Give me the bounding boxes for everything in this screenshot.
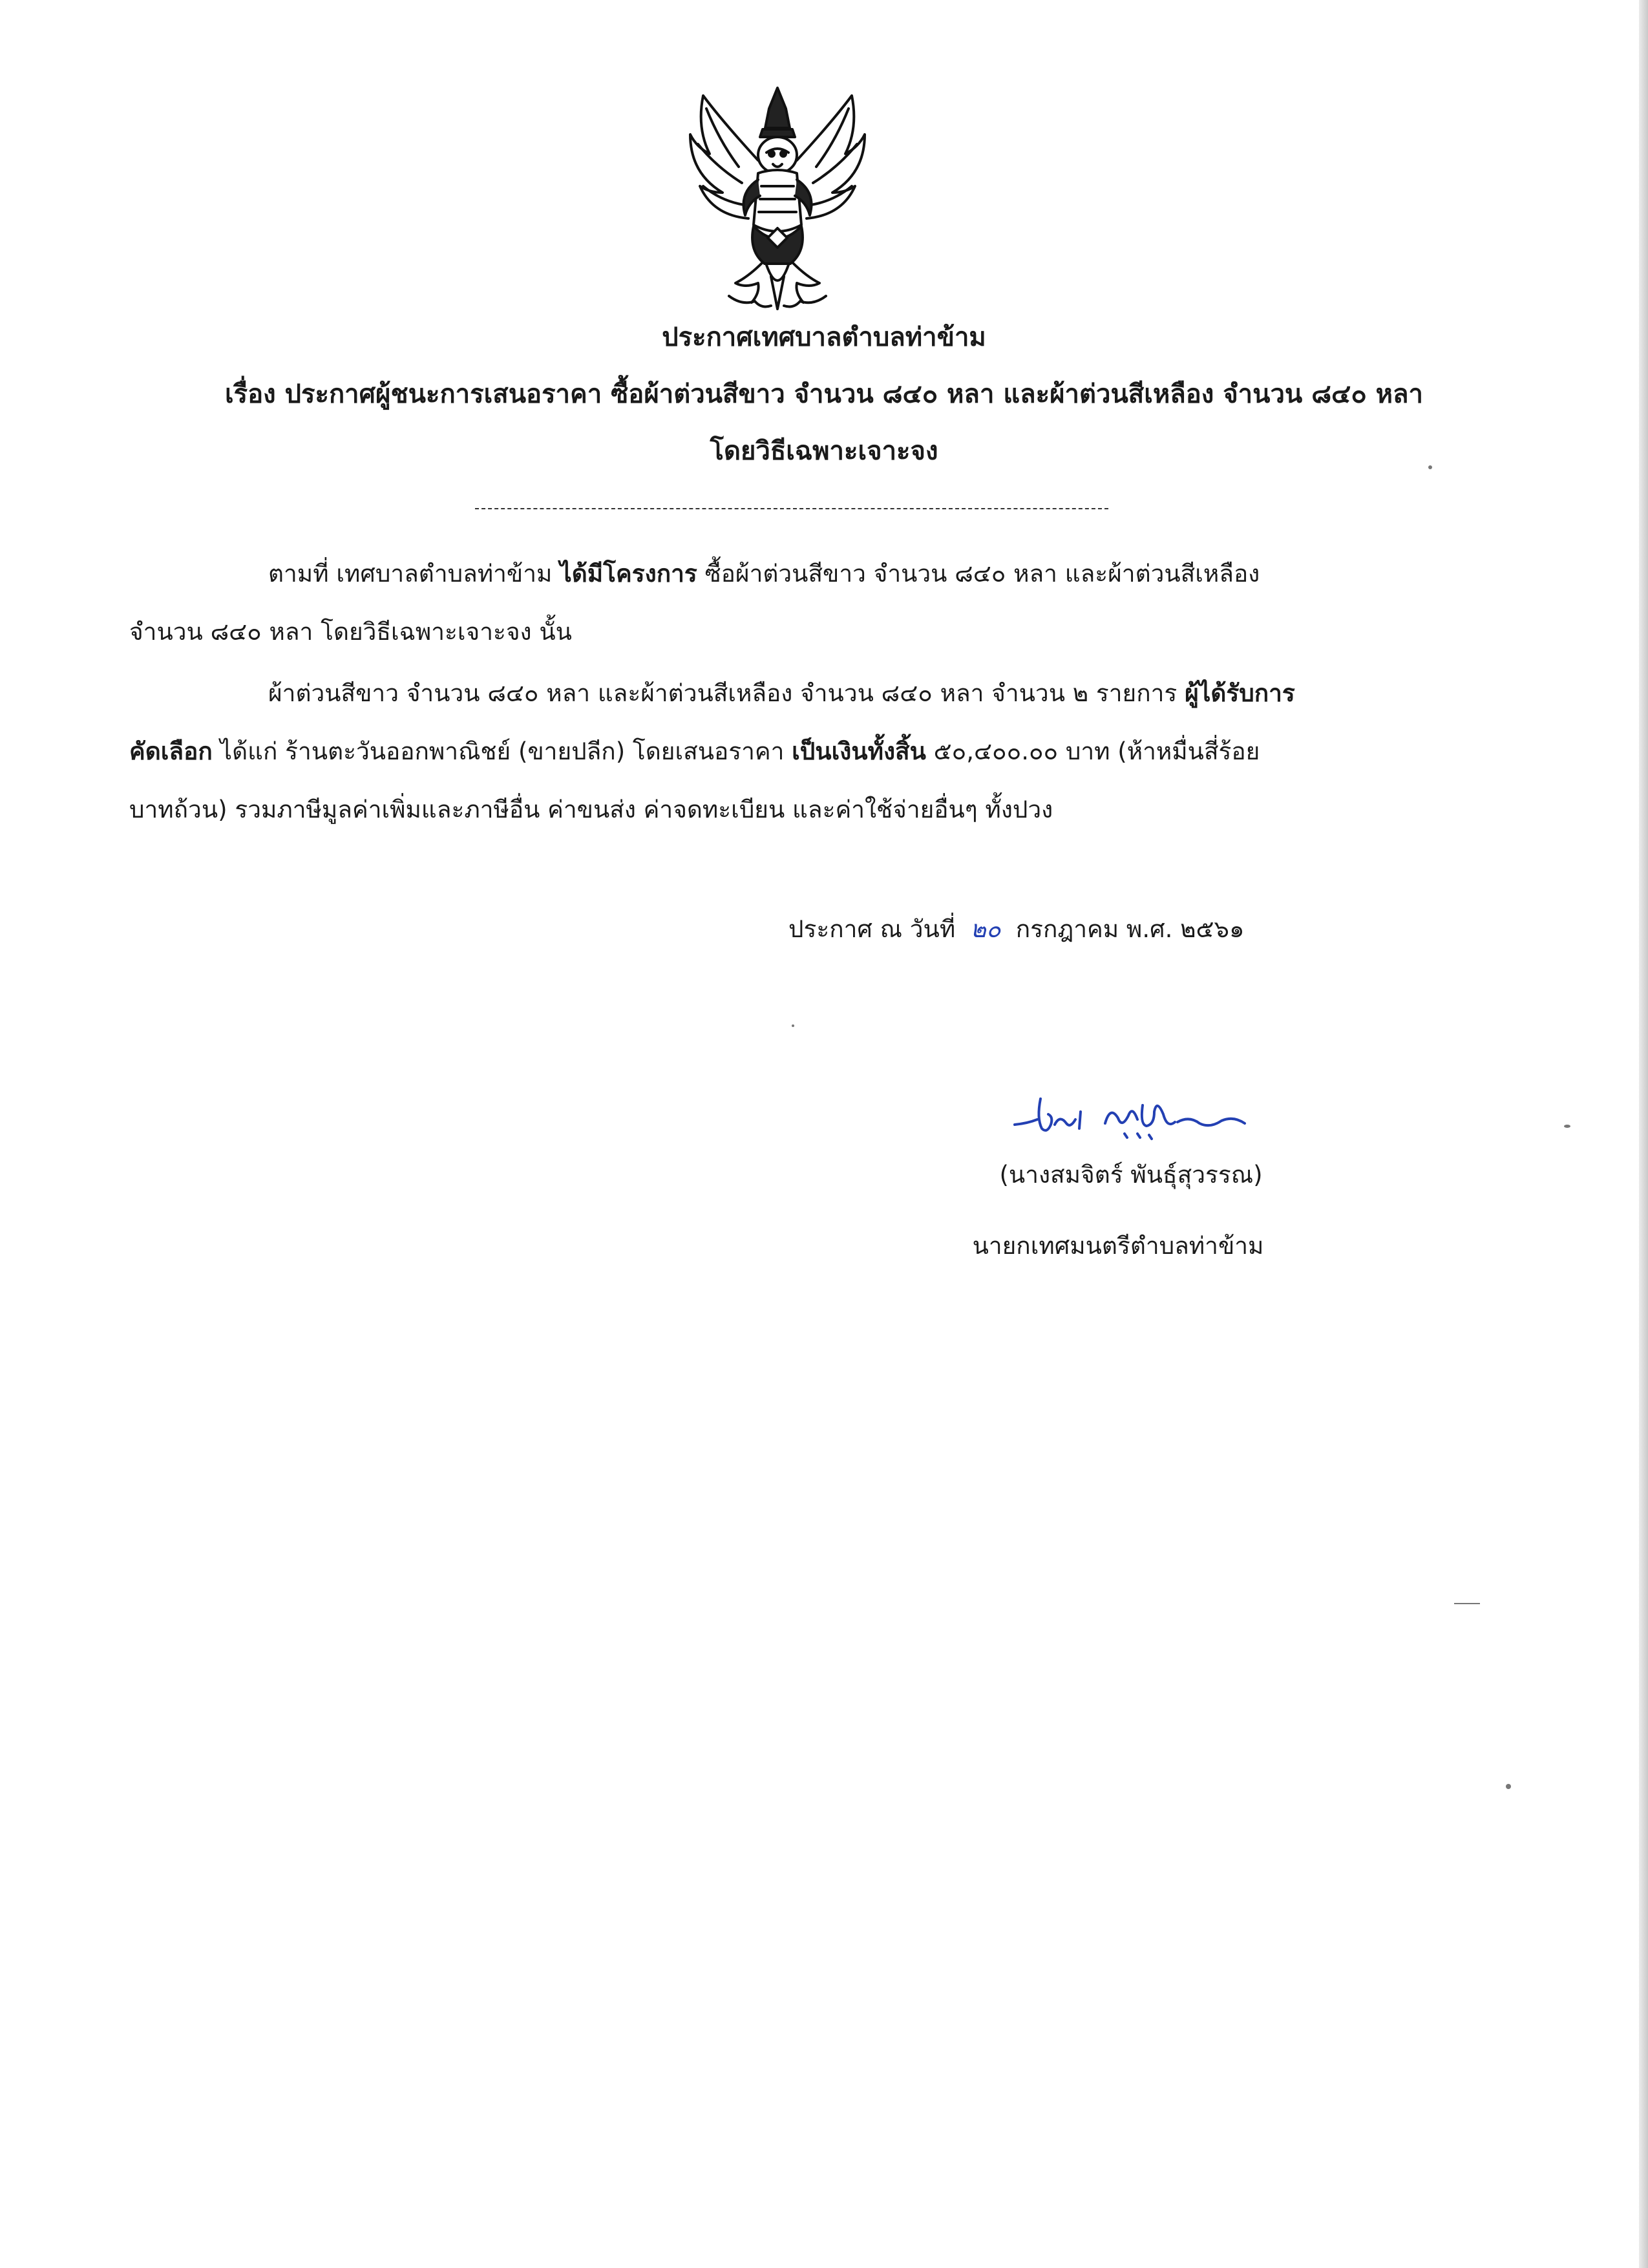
method-heading: โดยวิธีเฉพาะเจาะจง [710, 436, 938, 466]
paragraph-1-text-b: ได้มีโครงการ [560, 560, 697, 588]
signer-title: นายกเทศมนตรีตำบลท่าข้าม [972, 1232, 1264, 1260]
scan-speck [1428, 465, 1432, 469]
paragraph-2-text-e: เป็นเงินทั้งสิ้น [792, 737, 926, 765]
paragraph-2-line-2 [129, 734, 1260, 770]
scan-speck [1564, 1125, 1570, 1128]
paragraph-2-text-c: คัดเลือก [129, 737, 213, 765]
announcement-date [788, 911, 1244, 948]
scan-speck [792, 1024, 794, 1027]
paragraph-1-line-1 [268, 556, 1260, 592]
divider-line [475, 508, 1108, 509]
paragraph-2-text-d: ได้แก่ ร้านตะวันออกพาณิชย์ (ขายปลีก) โดยเสนอราคา [212, 737, 792, 765]
paragraph-2-line-3: บาทถ้วน) รวมภาษีมูลค่าเพิ่มและภาษีอื่น ค่าขนส่ง ค่าจดทะเบียน และค่าใช้จ่ายอื่นๆ ทั้งปวง [129, 796, 1053, 823]
announcement-prefix: ประกาศ ณ วันที่ [788, 915, 963, 943]
paragraph-1-text-a: ตามที่ เทศบาลตำบลท่าข้าม [268, 560, 560, 588]
scan-speck [1454, 1603, 1480, 1604]
paragraph-1-text-c: ซื้อผ้าต่วนสีขาว จำนวน ๘๔๐ หลา และผ้าต่วนสีเหลือง [697, 560, 1260, 588]
announcement-day: ๒๐ [970, 915, 1001, 943]
paragraph-2-line-1 [268, 675, 1295, 712]
paragraph-1-line-2: จำนวน ๘๔๐ หลา โดยวิธีเฉพาะเจาะจง นั้น [129, 618, 572, 646]
announcement-month-year: กรกฎาคม พ.ศ. ๒๕๖๑ [1008, 915, 1245, 943]
handwritten-signature [1008, 1086, 1254, 1144]
paragraph-2-text-a: ผ้าต่วนสีขาว จำนวน ๘๔๐ หลา และผ้าต่วนสีเหลือง จำนวน ๘๔๐ หลา จำนวน ๒ รายการ [268, 679, 1185, 707]
paragraph-2-text-f: ๕๐,๔๐๐.๐๐ บาท (ห้าหมื่นสี่ร้อย [925, 737, 1260, 765]
paragraph-2-text-b: ผู้ได้รับการ [1185, 679, 1295, 707]
scan-speck [1506, 1784, 1511, 1789]
agency-heading: ประกาศเทศบาลตำบลท่าข้าม [662, 323, 986, 352]
subject-heading: เรื่อง ประกาศผู้ชนะการเสนอราคา ซื้อผ้าต่วนสีขาว จำนวน ๘๔๐ หลา และผ้าต่วนสีเหลือง จำนวน ๘๔๐ หลา [224, 379, 1424, 409]
signer-name: (นางสมจิตร์ พันธุ์สุวรรณ) [999, 1161, 1263, 1189]
garuda-emblem-icon [684, 83, 871, 315]
